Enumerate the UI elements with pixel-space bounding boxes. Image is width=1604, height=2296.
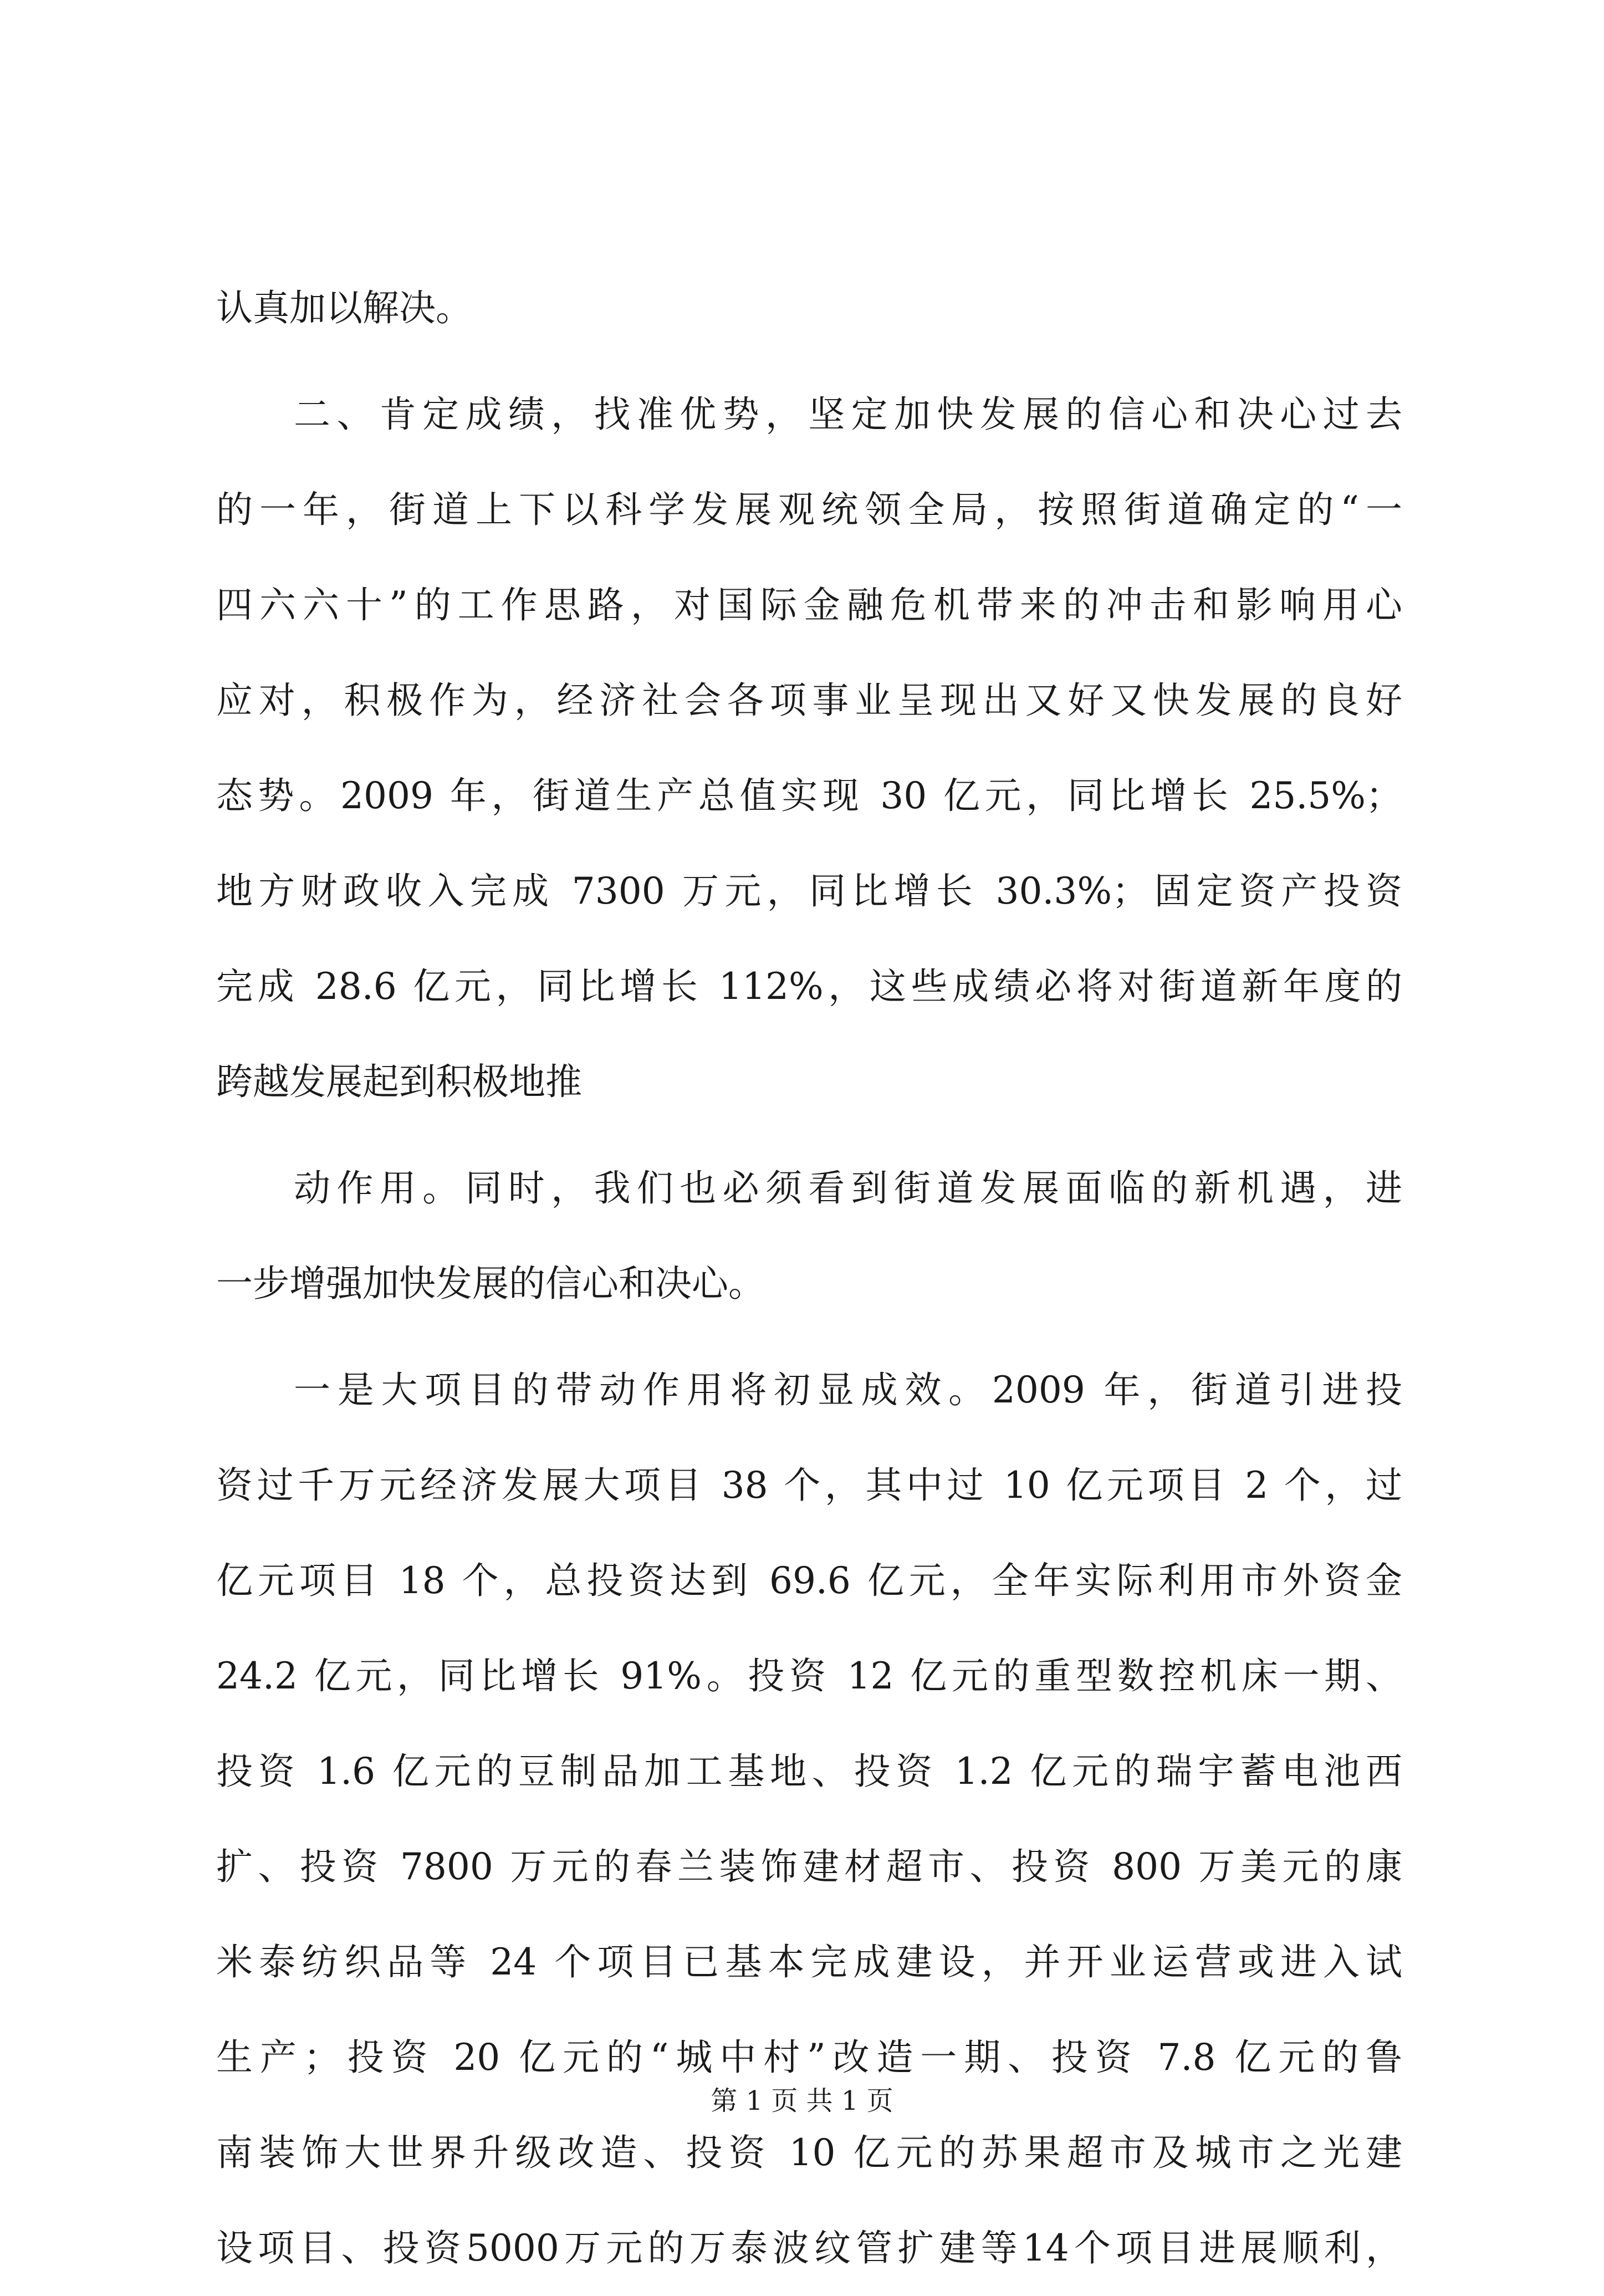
paragraph-start-line: 一是大项目的带动作用将初显成效。2009 年，街道引进投 bbox=[294, 1369, 1402, 1411]
text-line: 的一年，街道上下以科学发展观统领全局，按照街道确定的“一 bbox=[216, 488, 1402, 531]
text-line: 一步增强加快发展的信心和决心。 bbox=[216, 1262, 765, 1305]
text-line: 米泰纺织品等 24 个项目已基本完成建设，并开业运营或进入试 bbox=[216, 1941, 1402, 1983]
document-body bbox=[216, 261, 1402, 2296]
page-number-footer: 第 1 页 共 1 页 bbox=[711, 2085, 893, 2116]
section-heading-line: 二、肯定成绩，找准优势，坚定加快发展的信心和决心过去 bbox=[294, 393, 1402, 436]
text-line: 态势。2009 年，街道生产总值实现 30 亿元，同比增长 25.5%； bbox=[216, 774, 1402, 817]
text-line: 南装饰大世界升级改造、投资 10 亿元的苏果超市及城市之光建 bbox=[216, 2131, 1402, 2174]
text-line: 地方财政收入完成 7300 万元，同比增长 30.3%；固定资产投资 bbox=[216, 870, 1402, 912]
paragraph-start-line: 动作用。同时，我们也必须看到街道发展面临的新机遇，进 bbox=[294, 1167, 1402, 1210]
text-line: 设项目、投资5000万元的万泰波纹管扩建等14个项目进展顺利， bbox=[216, 2227, 1402, 2269]
text-line: 跨越发展起到积极地推 bbox=[216, 1060, 582, 1103]
text-line: 24.2 亿元，同比增长 91%。投资 12 亿元的重型数控机床一期、 bbox=[216, 1655, 1402, 1697]
text-line: 应对，积极作为，经济社会各项事业呈现出又好又快发展的良好 bbox=[216, 679, 1402, 722]
text-line: 亿元项目 18 个，总投资达到 69.6 亿元，全年实际利用市外资金 bbox=[216, 1559, 1402, 1602]
text-line: 四六六十”的工作思路，对国际金融危机带来的冲击和影响用心 bbox=[216, 584, 1402, 626]
text-line: 完成 28.6 亿元，同比增长 112%，这些成绩必将对街道新年度的 bbox=[216, 965, 1402, 1008]
text-line: 资过千万元经济发展大项目 38 个，其中过 10 亿元项目 2 个，过 bbox=[216, 1464, 1402, 1507]
text-line: 扩、投资 7800 万元的春兰装饰建材超市、投资 800 万美元的康 bbox=[216, 1845, 1402, 1888]
text-line: 投资 1.6 亿元的豆制品加工基地、投资 1.2 亿元的瑞宇蓄电池西 bbox=[216, 1750, 1402, 1793]
text-line: 认真加以解决。 bbox=[216, 287, 472, 329]
text-line: 生产；投资 20 亿元的“城中村”改造一期、投资 7.8 亿元的鲁 bbox=[216, 2036, 1402, 2079]
